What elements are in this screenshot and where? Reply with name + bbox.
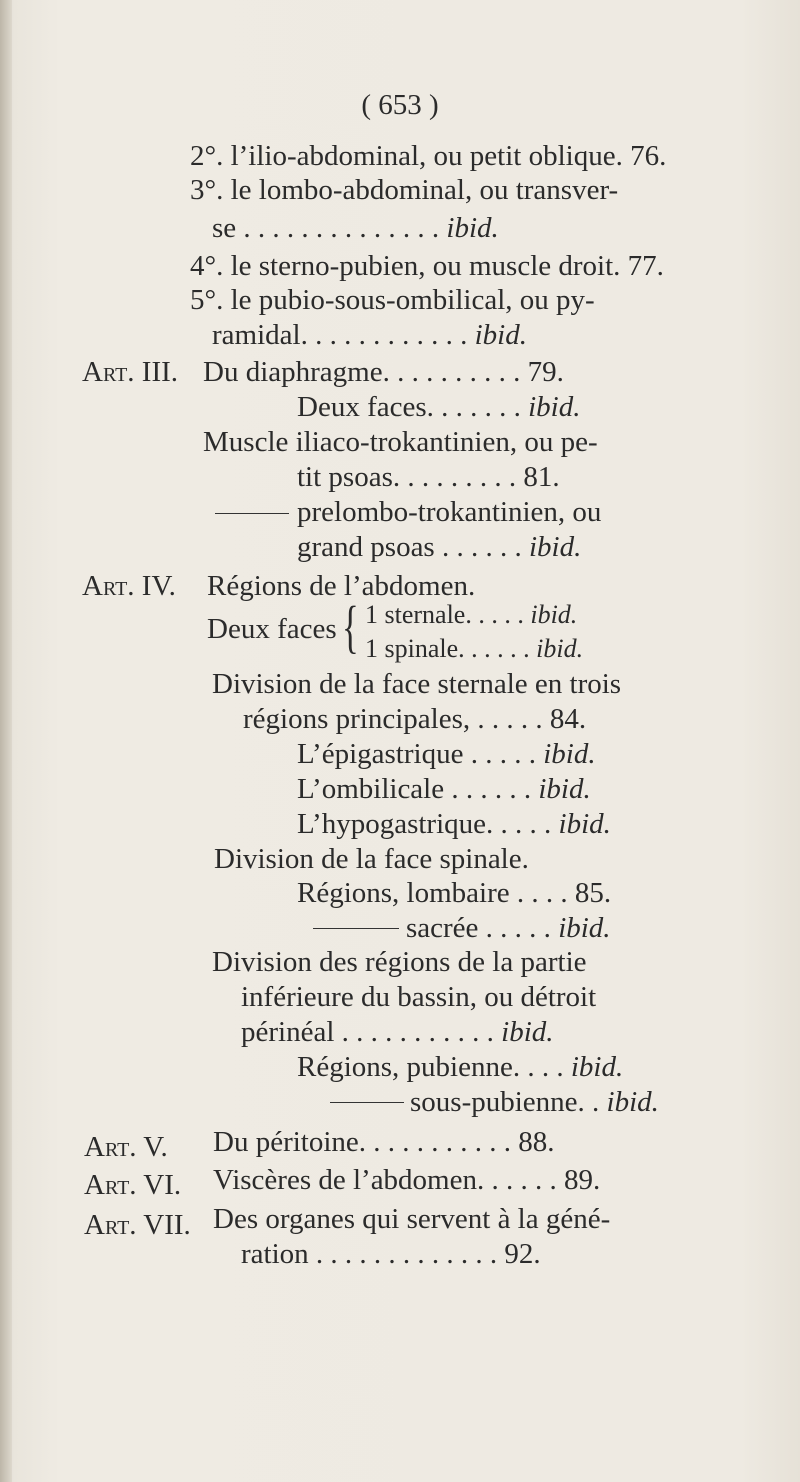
article-label-vi: Art. VI. [84, 1169, 182, 1201]
toc-line: L’épigastrique . . . . . ibid. [297, 738, 596, 770]
toc-line: 1 sternale. . . . . ibid. [365, 600, 578, 629]
toc-line: Muscle iliaco-trokantinien, ou pe- [203, 426, 598, 458]
toc-line: 5°. le pubio-sous-ombilical, ou py- [190, 284, 595, 316]
toc-line: périnéal . . . . . . . . . . . ibid. [241, 1016, 554, 1048]
brace-symbol: { [342, 594, 359, 659]
ditto-rule [215, 513, 289, 514]
toc-line: Régions, lombaire . . . . 85. [297, 877, 612, 909]
toc-line: Des organes qui servent à la géné- [213, 1203, 611, 1235]
ditto-rule [330, 1102, 404, 1103]
toc-line: L’ombilicale . . . . . . ibid. [297, 773, 591, 805]
brace-label: Deux faces [207, 613, 337, 645]
toc-line: régions principales, . . . . . 84. [243, 703, 587, 735]
toc-line: prelombo-trokantinien, ou [297, 496, 602, 528]
page-spine-shadow [0, 0, 12, 1482]
toc-line: Régions de l’abdomen. [207, 570, 476, 602]
page-number-header: ( 653 ) [361, 89, 439, 121]
toc-line: 4°. le sterno-pubien, ou muscle droit. 77. [190, 250, 664, 282]
toc-line: Division de la face spinale. [214, 843, 529, 875]
toc-line: ration . . . . . . . . . . . . . 92. [241, 1238, 541, 1270]
toc-line: Du péritoine. . . . . . . . . . . 88. [213, 1126, 555, 1158]
toc-line: Division des régions de la partie [212, 946, 587, 978]
toc-line: tit psoas. . . . . . . . . 81. [297, 461, 560, 493]
toc-line: sous-pubienne. . ibid. [410, 1086, 659, 1118]
toc-line: Deux faces. . . . . . . ibid. [297, 391, 581, 423]
toc-line: se . . . . . . . . . . . . . . ibid. [212, 212, 499, 244]
toc-line: Du diaphragme. . . . . . . . . . 79. [203, 356, 564, 388]
toc-line: 1 spinale. . . . . . ibid. [365, 634, 584, 663]
toc-line: grand psoas . . . . . . ibid. [297, 531, 582, 563]
toc-line: 3°. le lombo-abdominal, ou transver- [190, 174, 619, 206]
article-label-iii: Art. III. [82, 356, 179, 388]
ditto-rule [313, 928, 399, 929]
toc-line: ramidal. . . . . . . . . . . . ibid. [212, 319, 527, 351]
toc-line: Division de la face sternale en trois [212, 668, 622, 700]
toc-line: inférieure du bassin, ou détroit [241, 981, 597, 1013]
toc-line: L’hypogastrique. . . . . ibid. [297, 808, 611, 840]
article-label-v: Art. V. [84, 1131, 168, 1163]
toc-line: sacrée . . . . . ibid. [406, 912, 611, 944]
toc-line: Régions, pubienne. . . . ibid. [297, 1051, 624, 1083]
toc-line: 2°. l’ilio-abdominal, ou petit oblique. 76. [190, 140, 667, 172]
toc-line: Viscères de l’abdomen. . . . . . 89. [213, 1164, 601, 1196]
article-label-iv: Art. IV. [82, 570, 176, 602]
article-label-vii: Art. VII. [84, 1209, 191, 1241]
